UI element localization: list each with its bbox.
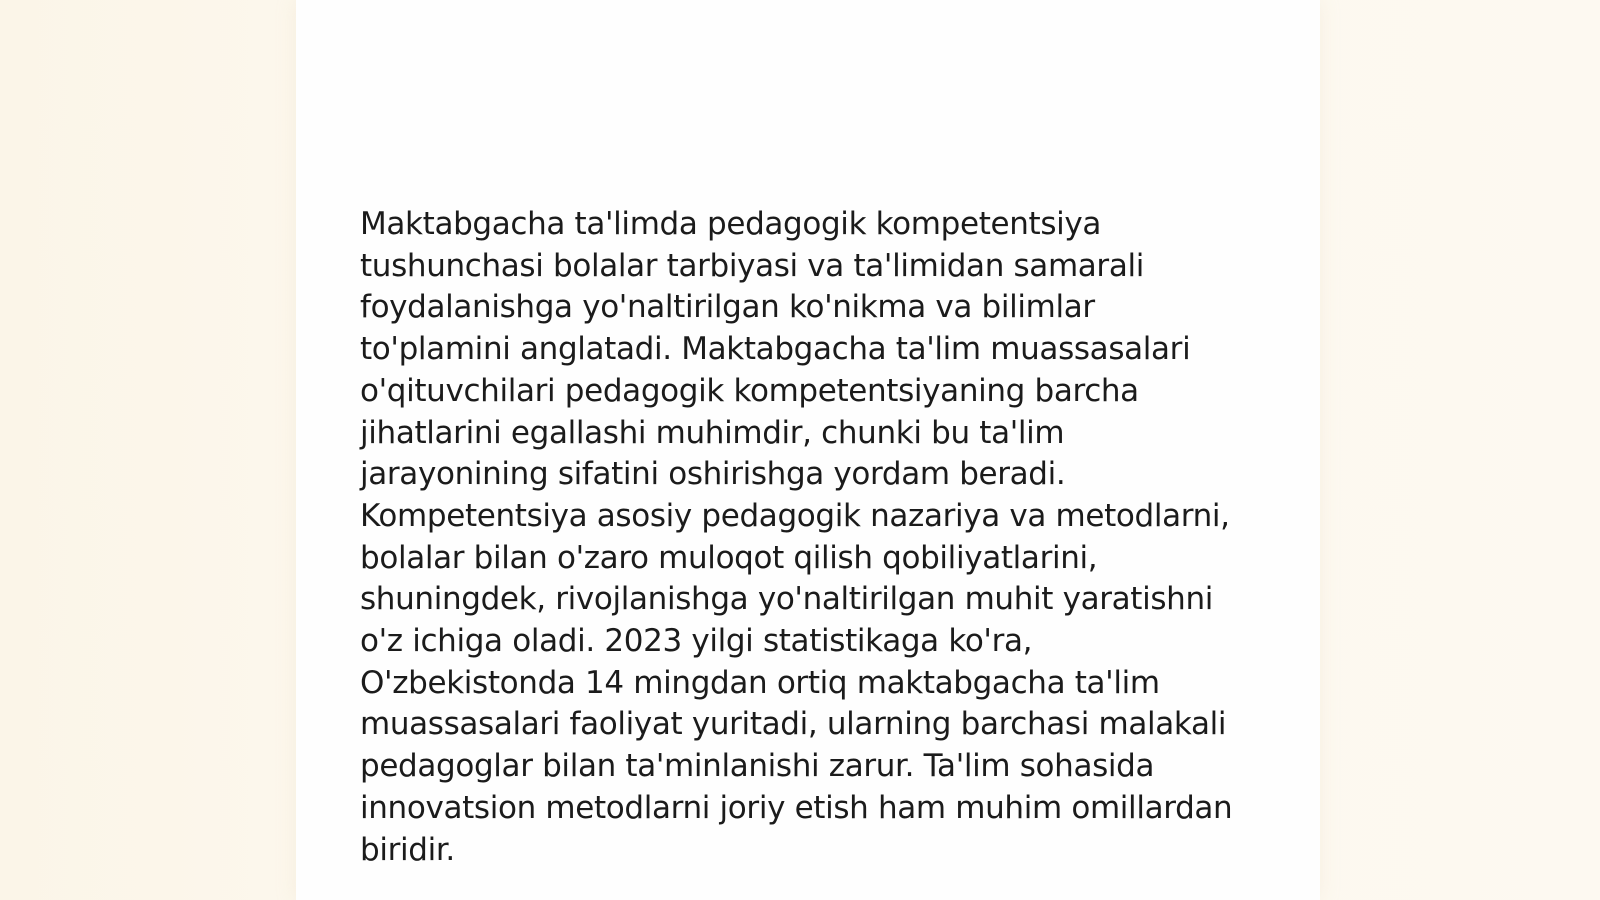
document-page bbox=[296, 0, 1320, 900]
body-paragraph: Maktabgacha ta'limda pedagogik kompetentsiya tushunchasi bolalar tarbiyasi va ta'limidan samarali foydalanishga yo'naltirilgan ko'nikma va bilimlar to'plamini anglatadi. Maktabgacha ta'lim muassasalari o'qituvchilari pedagogik kompetentsiyaning barcha jihatlarini egallashi muhimdir, chunki bu ta'lim jarayonining sifatini oshirishga yordam beradi. Kompetentsiya asosiy pedagogik nazariya va metodlarni, bolalar bilan o'zaro muloqot qilish qobiliyatlarini, shuningdek, rivojlanishga yo'naltirilgan muhit yaratishni o'z ichiga oladi. 2023 yilgi statistikaga ko'ra, O'zbekistonda 14 mingdan ortiq maktabgacha ta'lim muassasalari faoliyat yuritadi, ularning barchasi malakali pedagoglar bilan ta'minlanishi zarur. Ta'lim sohasida innovatsion metodlarni joriy etish ham muhim omillardan biridir. bbox=[360, 206, 1233, 868]
